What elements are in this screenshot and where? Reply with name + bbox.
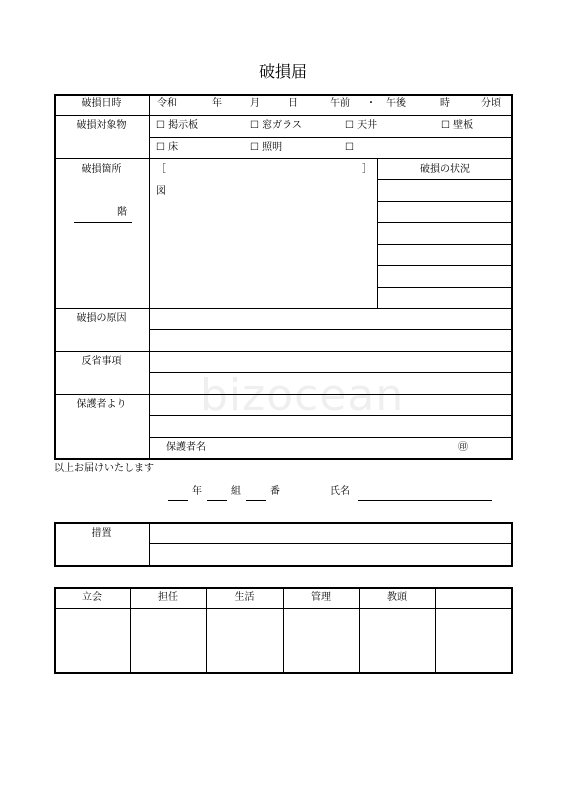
measures-label: 措置 — [91, 528, 112, 539]
minute-label: 分頃 — [481, 98, 501, 109]
month-label: 月 — [250, 98, 260, 109]
reflection-label: 反省事項 — [81, 356, 122, 367]
pm-label: 午後 — [386, 98, 406, 109]
student-number-label: 番 — [270, 486, 280, 497]
student-year-label: 年 — [192, 486, 202, 497]
checkbox-floor[interactable]: ☐ 床 — [156, 142, 179, 153]
student-name-label: 氏名 — [330, 486, 350, 497]
signoff-witness: 立会 — [82, 592, 102, 603]
student-name-blank[interactable] — [358, 500, 492, 501]
signoff-management: 管理 — [311, 592, 331, 603]
floor-suffix: 階 — [117, 207, 127, 218]
damage-status-header: 破損の状況 — [420, 164, 470, 175]
floor-number-line[interactable] — [74, 222, 132, 223]
damaged-object-label: 破損対象物 — [76, 120, 127, 131]
signoff-vice-principal: 教頭 — [387, 592, 407, 603]
diagram-label: 図 — [156, 186, 166, 197]
checkbox-wall-panel[interactable]: ☐ 壁板 — [441, 120, 474, 131]
guardian-name-label: 保護者名 — [166, 442, 206, 453]
floor-label: 床 — [168, 142, 179, 153]
lighting-label: 照明 — [262, 142, 283, 153]
page-title: 破損届 — [258, 62, 307, 81]
damage-datetime-label: 破損日時 — [81, 98, 122, 109]
bracket-close: ］ — [362, 164, 372, 175]
checkbox-ceiling[interactable]: ☐ 天井 — [345, 120, 378, 131]
checkbox-other[interactable]: ☐ — [345, 142, 354, 153]
checkbox-bulletin-board[interactable]: ☐ 掲示板 — [156, 120, 199, 131]
day-label: 日 — [288, 98, 298, 109]
from-guardian-label: 保護者より — [76, 399, 127, 410]
ceiling-label: 天井 — [357, 120, 378, 131]
submission-text: 以上お届けいたします — [54, 463, 154, 474]
separator-dot: ・ — [366, 98, 376, 109]
hour-label: 時 — [440, 98, 450, 109]
student-class-label: 組 — [231, 486, 241, 497]
checkbox-lighting[interactable]: ☐ 照明 — [250, 142, 283, 153]
era-label: 令和 — [157, 98, 177, 109]
damage-cause-label: 破損の原因 — [76, 313, 127, 324]
signoff-homeroom: 担任 — [158, 592, 178, 603]
bulletin-board-label: 掲示板 — [168, 120, 199, 131]
seal-mark: ㊞ — [458, 442, 468, 453]
student-class-blank[interactable] — [207, 500, 227, 501]
checkbox-window-glass[interactable]: ☐ 窓ガラス — [250, 120, 302, 131]
bracket-open: ［ — [156, 164, 166, 175]
wall-panel-label: 壁板 — [453, 120, 474, 131]
am-label: 午前 — [330, 98, 350, 109]
watermark: bizocean — [200, 370, 405, 421]
year-label: 年 — [212, 98, 222, 109]
signoff-student-life: 生活 — [234, 592, 255, 603]
student-year-blank[interactable] — [168, 500, 188, 501]
window-glass-label: 窓ガラス — [262, 120, 302, 131]
student-number-blank[interactable] — [246, 500, 266, 501]
damage-location-label: 破損箇所 — [81, 164, 122, 175]
